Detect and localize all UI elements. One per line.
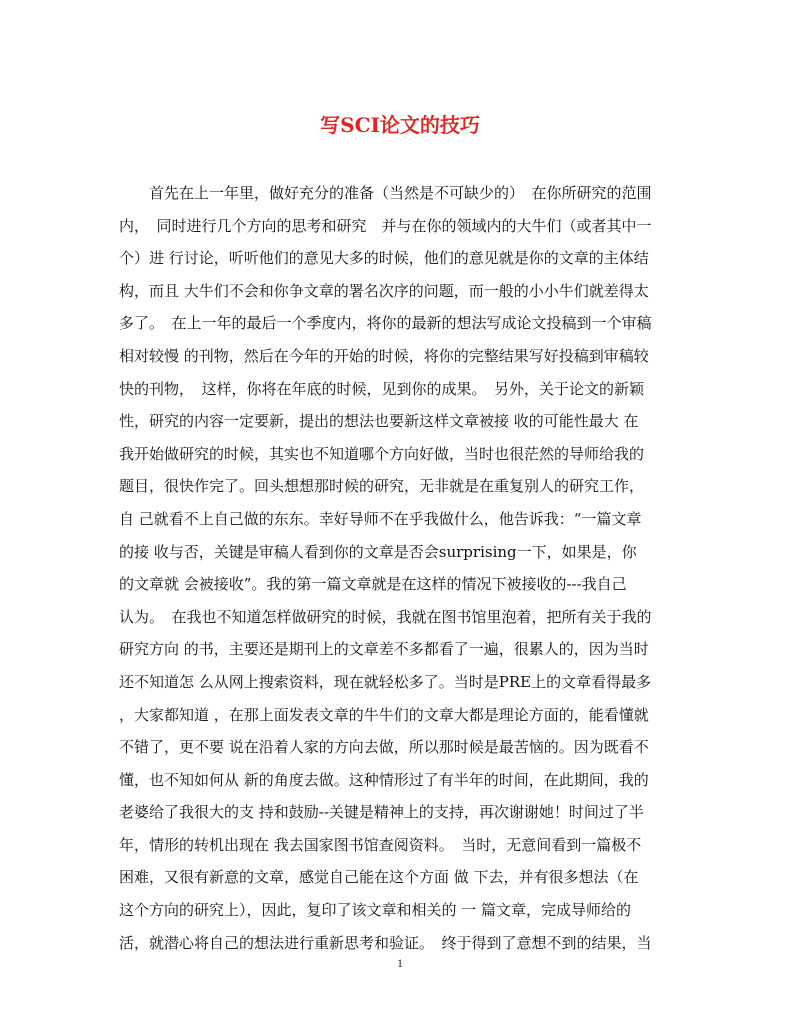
text-line: 认为。 在我也不知道怎样做研究的时候，我就在图书馆里泡着，把所有关于我的 bbox=[119, 607, 652, 626]
text-line: 自 己就看不上自己做的东东。幸好导师不在乎我做什么，他告诉我：“一篇文章 bbox=[119, 509, 642, 528]
text-line: 这个方向的研究上），因此，复印了该文章和相关的 一 篇文章，完成导师给的 bbox=[119, 901, 632, 920]
text-line: 困难，又很有新意的文章，感觉自己能在这个方面 做 下去，并有很多想法（在 bbox=[119, 868, 639, 887]
text-line: 个）进 行讨论，听听他们的意见大多的时候，他们的意见就是你的文章的主体结 bbox=[119, 249, 649, 268]
text-line: 首先在上一年里，做好充分的准备（当然是不可缺少的） 在你所研究的范围 bbox=[119, 184, 652, 202]
text-line: 快的刊物， 这样，你将在年底的时候，见到你的成果。 另外，关于论文的新颖 bbox=[119, 379, 645, 398]
text-line: 活，就潜心将自己的想法进行重新思考和验证。 终于得到了意想不到的结果，当 bbox=[119, 933, 652, 952]
page-number: 1 bbox=[397, 956, 403, 970]
text-line: 年，情形的转机出现在 我去国家图书馆查阅资料。 当时，无意间看到一篇极不 bbox=[119, 835, 642, 854]
text-line: 构，而且 大牛们不会和你争文章的署名次序的问题，而一般的小小牛们就差得太 bbox=[119, 281, 649, 300]
text-line: 内， 同时进行几个方向的思考和研究 并与在你的领域内的大牛们（或者其中一 bbox=[119, 216, 652, 235]
text-line: 老婆给了我很大的支 持和鼓励--关键是精神上的支持，再次谢谢她！时间过了半 bbox=[119, 803, 644, 822]
text-line: 研究方向 的书，主要还是期刊上的文章差不多都看了一遍，很累人的，因为当时 bbox=[119, 640, 649, 659]
text-line: 多了。 在上一年的最后一个季度内，将你的最新的想法写成论文投稿到一个审稿 bbox=[119, 314, 652, 333]
text-line: 还不知道怎 么从网上搜索资料，现在就轻松多了。当时是PRE上的文章看得最多 bbox=[119, 672, 652, 691]
body-paragraph bbox=[119, 177, 679, 959]
text-line: 性，研究的内容一定要新，提出的想法也要新这样文章被接 收的可能性最大 在 bbox=[119, 412, 639, 431]
text-line: 的接 收与否，关键是审稿人看到你的文章是否会surprising一下，如果是，你 bbox=[119, 542, 637, 561]
text-line: ，大家都知道 ，在那上面发表文章的牛牛们的文章大都是理论方面的，能看懂就 bbox=[119, 705, 649, 724]
text-line: 懂，也不知如何从 新的角度去做。这种情形过了有半年的时间，在此期间，我的 bbox=[119, 770, 649, 789]
text-line: 题目，很快作完了。回头想想那时候的研究，无非就是在重复别人的研究工作， bbox=[119, 477, 645, 496]
text-line: 的文章就 会被接收”。我的第一篇文章就是在这样的情况下被接收的---我自己 bbox=[119, 575, 627, 594]
text-line: 相对较慢 的刊物，然后在今年的开始的时候，将你的完整结果写好投稿到审稿较 bbox=[119, 346, 649, 365]
document-title: 写SCI论文的技巧 bbox=[320, 113, 480, 137]
text-line: 我开始做研究的时候，其实也不知道哪个方向好做，当时也很茫然的导师给我的 bbox=[119, 444, 645, 463]
text-line: 不错了，更不要 说在沿着人家的方向去做，所以那时候是最苦恼的。因为既看不 bbox=[119, 738, 649, 757]
